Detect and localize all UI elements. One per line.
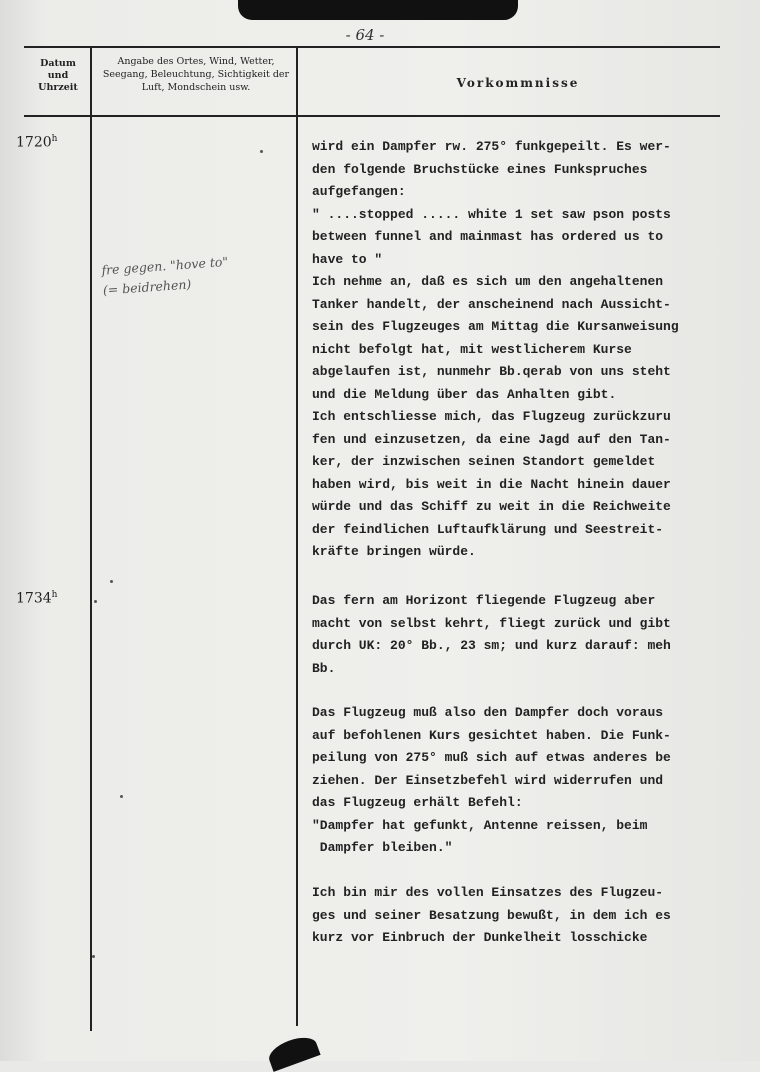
binder-clip-bottom [265,1032,320,1072]
header-datum: Datum und Uhrzeit [38,58,78,93]
entry-time [16,590,57,607]
entry-time [16,134,57,151]
entry-time-value: 1734 [16,590,52,607]
entry-time-suffix: h [51,590,58,600]
header-bottom-rule [24,115,720,117]
entry-paragraph: wird ein Dampfer rw. 275° funkgepeilt. Es wer- den folgende Bruchstücke eines Funkspruches aufgefangen: " ....stopped ..... white 1 set saw pson posts between funnel and mainmast has ordered us to have to " Ich nehme an, daß es sich um den angehaltenen Tanker handelt, der anscheinend nach Aussicht- sein des Flugzeuges am Mittag die Kursanweisung nicht befolgt hat, mit westlicherem Kurse abgelaufen ist, nunmehr Bb.qerab von uns steht und die Meldung über das Anhalten gibt. Ich entschliesse mich, das Flugzeug zurückzuru fen und einzusetzen, da eine Jagd auf den Tan- ker, der inzwischen seinen Standort gemeldet haben wird, bis weit in die Nacht hinein dauer würde und das Schiff zu weit in die Reichweite der feindlichen Luftaufklärung und Seestreit- kräfte bringen würde. [312,139,679,559]
ink-speck [94,600,97,603]
entry-time-suffix: h [51,134,58,144]
ink-speck [110,580,113,583]
header-angabe: Angabe des Ortes, Wind, Wetter, Seegang, Beleuchtung, Sichtigkeit der Luft, Mondschein usw. [102,56,290,93]
entry-paragraph: Das Flugzeug muß also den Dampfer doch voraus auf befohlenen Kurs gesichtet haben. Die Funk- peilung von 275° muß sich auf etwas anderes be ziehen. Der Einsetzbefehl wird widerrufen und das Flugzeug erhält Befehl: "Dampfer hat gefunkt, Antenne reissen, beim Dampfer bleiben." [312,705,671,855]
ink-speck [120,795,123,798]
handwritten-margin-note: fre gegen. "hove to" (= beidrehen) [100,253,229,298]
table-top-rule [24,46,720,48]
binder-clip [238,0,518,20]
entry-time-value: 1720 [16,134,52,151]
column-divider-1 [90,46,92,1031]
header-vorkommnisse: Vorkommnisse [456,76,580,90]
ink-speck [260,150,263,153]
column-divider-2 [296,46,298,1026]
page-number: - 64 - [345,26,385,44]
ink-speck [92,955,95,958]
entry-paragraph: Ich bin mir des vollen Einsatzes des Flugzeu- ges und seiner Besatzung bewußt, in dem ich es kurz vor Einbruch der Dunkelheit losschicke [312,885,671,945]
entry-paragraph: Das fern am Horizont fliegende Flugzeug aber macht von selbst kehrt, fliegt zurück und gibt durch UK: 20° Bb., 23 sm; und kurz darauf: meh Bb. [312,593,671,676]
